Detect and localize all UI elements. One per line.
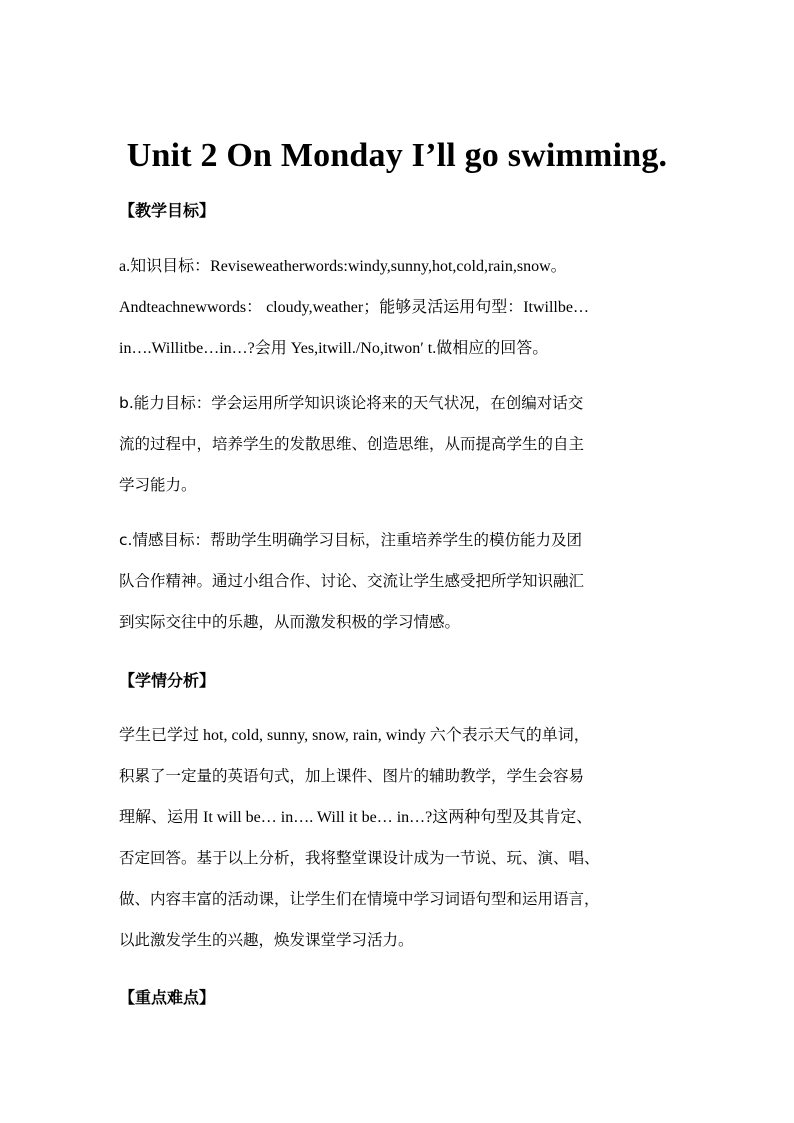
section-heading-teaching-goals: 【教学目标】 [119, 201, 216, 220]
text-line: 队合作精神。通过小组合作、讨论、交流让学生感受把所学知识融汇 [119, 572, 585, 590]
text-line: 积累了一定量的英语句式，加上课件、图片的辅助教学，学生会容易 [119, 767, 585, 785]
section-heading-key-points: 【重点难点】 [119, 988, 216, 1007]
text-line: Andteachnewwords： cloudy,weather；能够灵活运用句型：Itwillbe… [119, 299, 589, 316]
section-heading-learner-analysis: 【学情分析】 [119, 671, 216, 690]
text-line: 到实际交往中的乐趣，从而激发积极的学习情感。 [119, 613, 461, 631]
text-line: 以此激发学生的兴趣，焕发课堂学习活力。 [119, 931, 414, 949]
text-line: 做、内容丰富的活动课，让学生们在情境中学习词语句型和运用语言， [119, 890, 600, 908]
text-line: 流的过程中，培养学生的发散思维、创造思维，从而提高学生的自主 [119, 435, 585, 453]
text-line: 理解、运用 It will be… in…. Will it be… in…?这两种句型及其肯定、 [119, 809, 593, 826]
paragraph-learner-analysis [119, 715, 684, 961]
paragraph-knowledge-goal [119, 246, 684, 369]
paragraph-ability-goal [119, 383, 684, 506]
document-title: Unit 2 On Monday I’ll go swimming. [126, 137, 668, 174]
text-line: 学生已学过 hot, cold, sunny, snow, rain, windy 六个表示天气的单词， [119, 727, 590, 744]
text-line: c.情感目标：帮助学生明确学习目标，注重培养学生的模仿能力及团 [119, 531, 582, 549]
text-line: b.能力目标：学会运用所学知识谈论将来的天气状况，在创编对话交 [119, 394, 584, 412]
paragraph-emotion-goal [119, 520, 684, 643]
text-line: 否定回答。基于以上分析，我将整堂课设计成为一节说、玩、演、唱、 [119, 849, 600, 867]
text-line: a.知识目标：Reviseweatherwords:windy,sunny,hot,cold,rain,snow。 [119, 258, 567, 275]
text-line: 学习能力。 [119, 476, 197, 494]
text-line: in….Willitbe…in…?会用 Yes,itwill./No,itwon′ t.做相应的回答。 [119, 340, 549, 357]
